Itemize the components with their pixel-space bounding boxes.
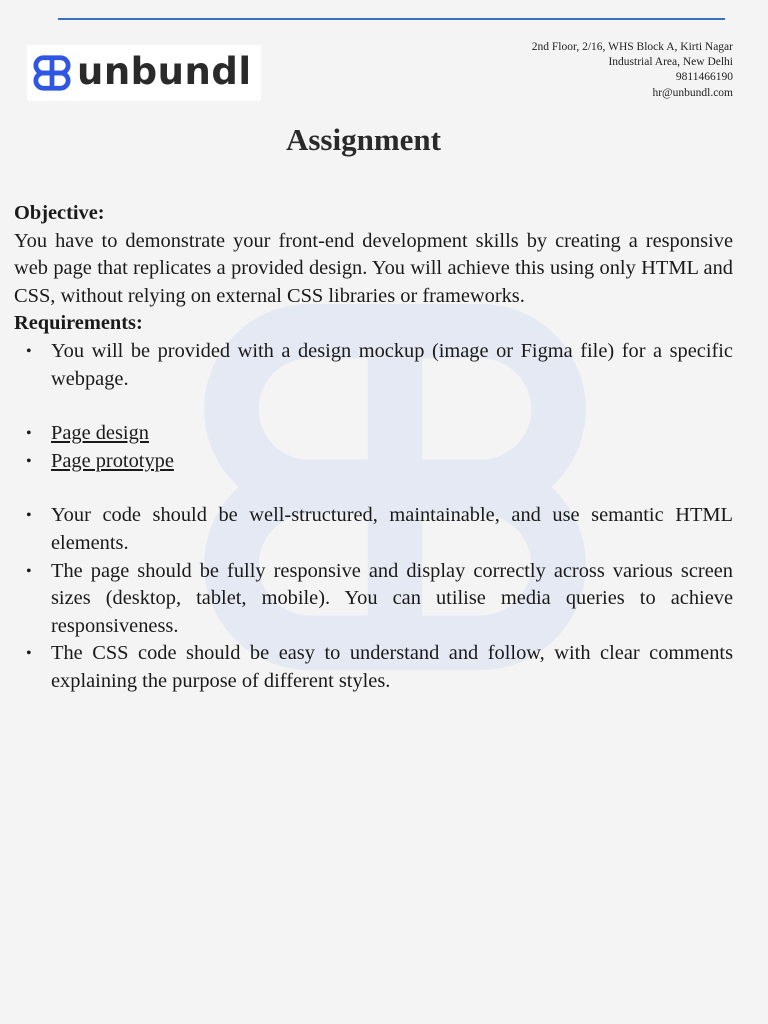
requirement-text: Your code should be well-structured, maintainable, and use semantic HTML elements. xyxy=(51,504,733,554)
bullet-icon: • xyxy=(26,425,32,443)
address-line-1: 2nd Floor, 2/16, WHS Block A, Kirti Nagar xyxy=(531,41,733,53)
double-b-logo-icon xyxy=(33,54,71,92)
requirement-text: The CSS code should be easy to understand and follow, with clear comments explaining the purpose of different styles. xyxy=(51,642,733,692)
bullet-icon: • xyxy=(26,562,32,580)
list-spacer xyxy=(14,393,733,420)
logo-wordmark: unbundl xyxy=(77,49,252,93)
requirements-list xyxy=(14,338,733,696)
bullet-icon: • xyxy=(26,645,32,663)
bullet-icon: • xyxy=(26,452,32,470)
company-logo xyxy=(27,45,261,101)
phone-number: 9811466190 xyxy=(675,71,733,84)
requirement-text: The page should be fully responsive and display correctly across various screen sizes (desktop, tablet, mobile). You can utilise media queries to achieve responsiveness. xyxy=(51,559,733,637)
list-item xyxy=(14,338,733,393)
requirements-heading: Requirements: xyxy=(14,312,143,335)
requirement-text: You will be provided with a design mockup (image or Figma file) for a specific webpage. xyxy=(51,339,733,390)
bullet-icon: • xyxy=(26,507,32,525)
document-body xyxy=(14,200,733,696)
bullet-icon: • xyxy=(26,342,32,360)
list-item xyxy=(14,502,733,557)
page-design-link[interactable]: Page design xyxy=(51,422,149,445)
page-title: Assignment xyxy=(285,122,441,157)
list-item xyxy=(14,558,733,641)
email-address: hr@unbundl.com xyxy=(652,86,733,99)
company-address xyxy=(532,40,733,101)
objective-heading: Objective: xyxy=(14,202,105,224)
objective-text: You have to demonstrate your front-end development skills by creating a responsive web page that replicates a provided design. You will achieve this using only HTML and CSS, without relying on external CSS libraries or frameworks. xyxy=(14,229,733,307)
address-line-2: Industrial Area, New Delhi xyxy=(608,56,733,69)
list-item xyxy=(14,420,733,448)
header-rule xyxy=(58,18,725,20)
list-spacer xyxy=(14,475,733,502)
list-item xyxy=(14,640,733,695)
list-item xyxy=(14,448,733,476)
page-prototype-link[interactable]: Page prototype xyxy=(51,449,174,472)
